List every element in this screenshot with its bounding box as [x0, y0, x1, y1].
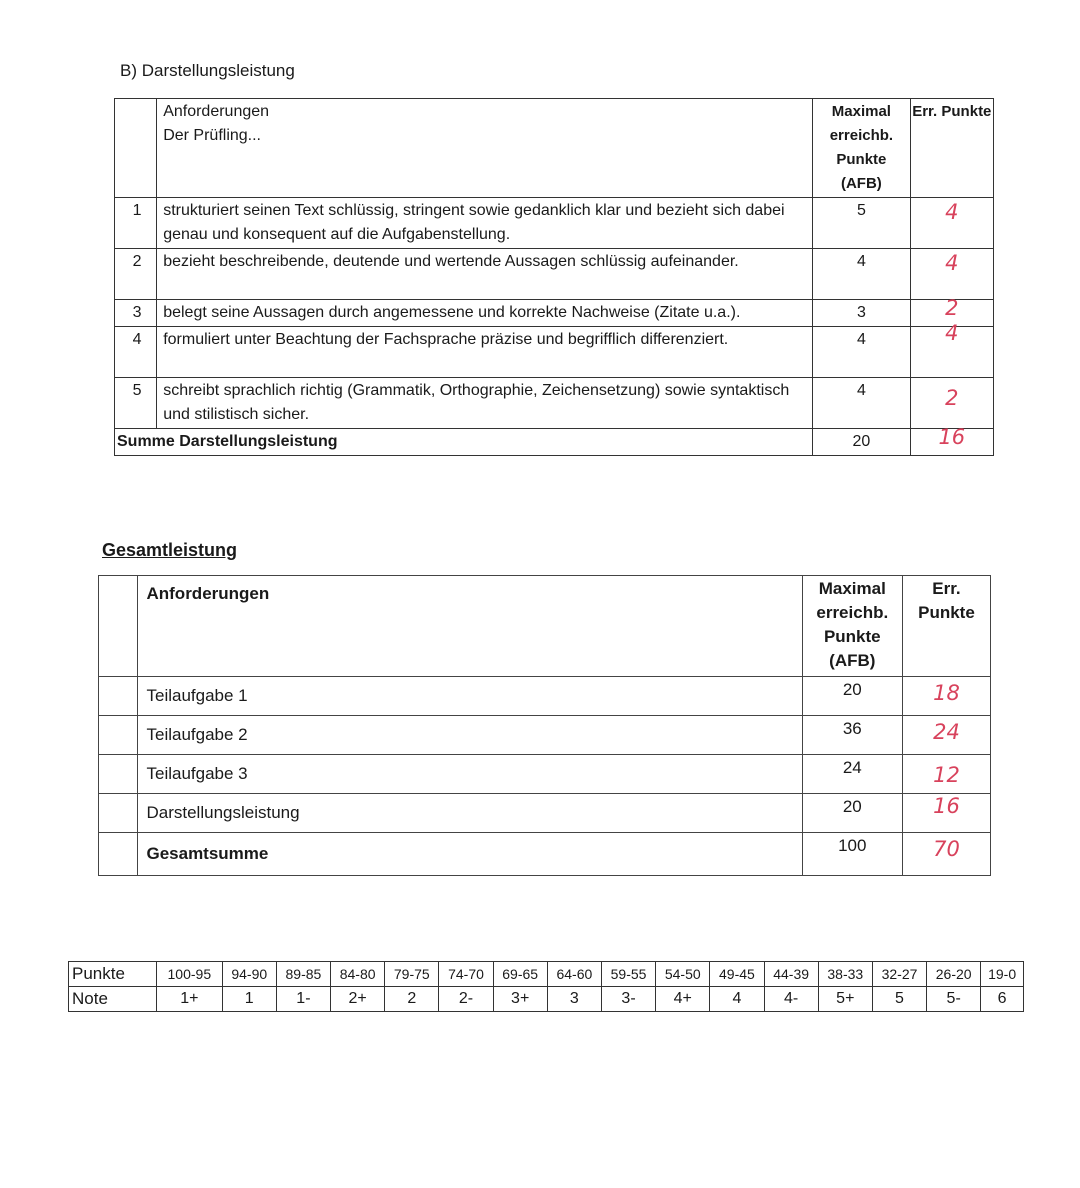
grade-cell: 1	[222, 987, 276, 1012]
row-number: 5	[115, 378, 157, 429]
row-number: 1	[115, 198, 157, 249]
row-max: 4	[813, 249, 910, 300]
points-cell: 32-27	[872, 962, 926, 987]
grade-cell: 2+	[331, 987, 385, 1012]
grade-cell: 4	[710, 987, 764, 1012]
row-text: strukturiert seinen Text schlüssig, stringent sowie gedanklich klar und bezieht sich dabei genau und konsequent auf die Aufgabenstellung.	[157, 198, 813, 249]
row-number: 4	[115, 327, 157, 378]
grade-cell: 3+	[493, 987, 547, 1012]
requirements-header: Anforderungen	[138, 576, 802, 677]
grade-cell: 5	[872, 987, 926, 1012]
row-max: 3	[813, 300, 910, 327]
row-number: 2	[115, 249, 157, 300]
candidate-header: Der Prüfling...	[163, 127, 261, 144]
grade-cell: 6	[981, 987, 1024, 1012]
row-earned: 16	[933, 794, 960, 818]
overall-title: Gesamtleistung	[102, 540, 238, 560]
row-max: 24	[802, 755, 902, 794]
points-cell: 74-70	[439, 962, 493, 987]
grade-cell: 5-	[927, 987, 981, 1012]
earned-header: Err. Punkte	[910, 99, 993, 198]
points-cell: 79-75	[385, 962, 439, 987]
table-header-row	[99, 576, 991, 677]
row-earned: 2	[945, 386, 959, 410]
section-b-title: B) Darstellungsleistung	[120, 61, 295, 80]
row-max: 20	[802, 794, 902, 833]
table-header-row	[115, 99, 994, 198]
row-max: 20	[802, 677, 902, 716]
points-cell: 54-50	[656, 962, 710, 987]
points-cell: 38-33	[818, 962, 872, 987]
max-points-header: Maximal erreichb. Punkte (AFB)	[802, 576, 902, 677]
darstellung-table	[114, 98, 994, 456]
table-row	[115, 378, 994, 429]
points-cell: 19-0	[981, 962, 1024, 987]
row-max: 5	[813, 198, 910, 249]
row-earned: 4	[945, 251, 959, 275]
table-row	[99, 755, 991, 794]
grade-cell: 3	[547, 987, 601, 1012]
points-cell: 84-80	[331, 962, 385, 987]
table-row	[99, 716, 991, 755]
sum-row	[115, 429, 994, 456]
sum-max: 20	[813, 429, 910, 456]
table-row	[99, 833, 991, 876]
grade-cell: 5+	[818, 987, 872, 1012]
table-row	[115, 300, 994, 327]
points-cell: 94-90	[222, 962, 276, 987]
table-row	[99, 677, 991, 716]
requirements-header: Anforderungen	[163, 103, 270, 120]
points-cell: 26-20	[927, 962, 981, 987]
row-label: Teilaufgabe 1	[138, 677, 802, 716]
row-earned: 4	[945, 321, 959, 345]
grade-cell: 1+	[157, 987, 223, 1012]
points-label: Punkte	[69, 962, 157, 987]
row-earned: 12	[933, 763, 960, 787]
points-cell: 100-95	[157, 962, 223, 987]
table-row	[99, 794, 991, 833]
grading-scale-table	[68, 961, 1024, 1012]
row-max: 100	[802, 833, 902, 876]
table-row	[115, 249, 994, 300]
points-cell: 44-39	[764, 962, 818, 987]
points-row	[69, 962, 1024, 987]
grade-cell: 2	[385, 987, 439, 1012]
row-label: Darstellungsleistung	[138, 794, 802, 833]
row-earned: 2	[945, 296, 959, 320]
points-cell: 69-65	[493, 962, 547, 987]
row-earned: 18	[933, 681, 960, 705]
row-max: 36	[802, 716, 902, 755]
grade-cell: 3-	[601, 987, 655, 1012]
max-points-header: Maximal erreichb. Punkte (AFB)	[813, 99, 910, 198]
grade-cell: 4+	[656, 987, 710, 1012]
grade-cell: 4-	[764, 987, 818, 1012]
row-text: schreibt sprachlich richtig (Grammatik, Orthographie, Zeichensetzung) sowie syntaktisch und stilistisch sicher.	[157, 378, 813, 429]
row-text: belegt seine Aussagen durch angemessene und korrekte Nachweise (Zitate u.a.).	[157, 300, 813, 327]
row-earned: 24	[933, 720, 960, 744]
row-label: Gesamtsumme	[138, 833, 802, 876]
row-label: Teilaufgabe 2	[138, 716, 802, 755]
table-row	[115, 198, 994, 249]
table-row	[115, 327, 994, 378]
row-text: formuliert unter Beachtung der Fachsprache präzise und begrifflich differenziert.	[157, 327, 813, 378]
grade-cell: 2-	[439, 987, 493, 1012]
row-text: bezieht beschreibende, deutende und wertende Aussagen schlüssig aufeinander.	[157, 249, 813, 300]
row-label: Teilaufgabe 3	[138, 755, 802, 794]
sum-earned: 16	[938, 425, 966, 449]
row-earned: 70	[933, 837, 960, 861]
row-max: 4	[813, 327, 910, 378]
points-cell: 49-45	[710, 962, 764, 987]
grades-row	[69, 987, 1024, 1012]
grade-label: Note	[69, 987, 157, 1012]
points-cell: 64-60	[547, 962, 601, 987]
row-earned: 4	[945, 200, 959, 224]
overall-table	[98, 575, 991, 876]
sum-label: Summe Darstellungsleistung	[115, 429, 813, 456]
points-cell: 59-55	[601, 962, 655, 987]
grade-cell: 1-	[276, 987, 330, 1012]
row-number: 3	[115, 300, 157, 327]
earned-header: Err. Punkte	[902, 576, 990, 677]
points-cell: 89-85	[276, 962, 330, 987]
row-max: 4	[813, 378, 910, 429]
